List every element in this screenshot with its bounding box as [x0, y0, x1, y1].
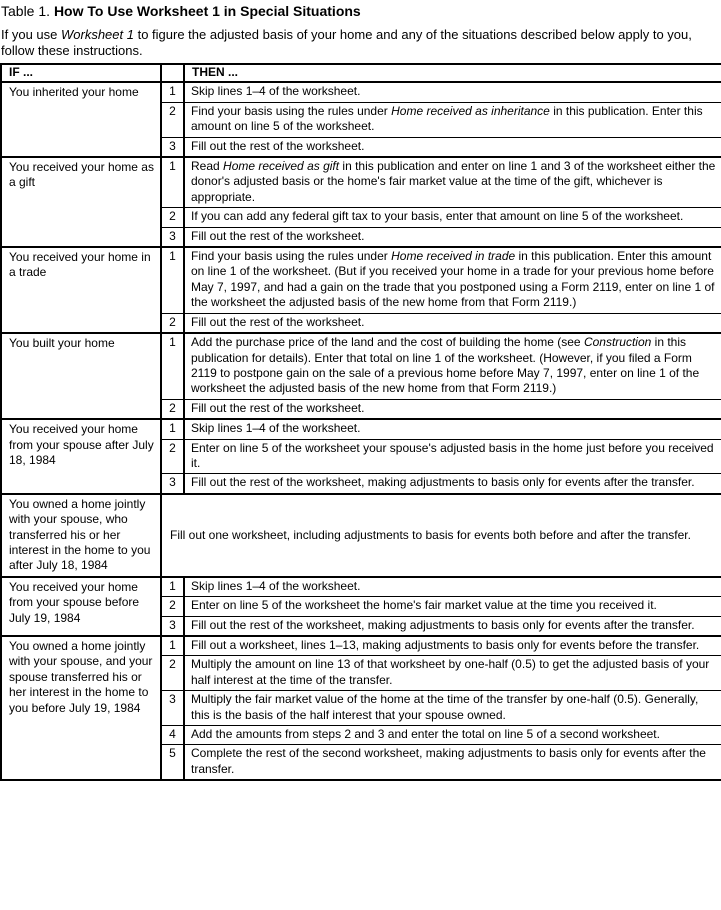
then-header-cell: THEN ... — [184, 64, 721, 82]
text-segment: Add the purchase price of the land and the cost of building the home (see — [191, 335, 584, 350]
then-cell — [184, 726, 721, 745]
table-header-row — [1, 64, 721, 82]
intro-text — [1, 27, 706, 58]
table-body — [1, 82, 721, 780]
text-segment: Fill out one worksheet, including adjustments to basis for events both before and after the transfer. — [170, 527, 691, 542]
step-number-cell: 4 — [161, 726, 184, 745]
step-number-cell: 2 — [161, 313, 184, 333]
table-row — [1, 494, 721, 577]
text-segment: in this publication and enter on line 1 and 3 of the worksheet either the donor's adjusted basis or the home's fair market value at the time of the gift, whichever is appropriate. — [191, 159, 716, 204]
step-number-cell: 1 — [161, 157, 184, 208]
italic-term: Construction — [583, 335, 652, 350]
table-row — [1, 157, 721, 208]
step-number-cell: 1 — [161, 636, 184, 656]
if-header-cell: IF ... — [1, 64, 161, 82]
then-cell — [161, 494, 721, 577]
if-cell: You built your home — [1, 333, 161, 419]
text-segment: If you can add any federal gift tax to your basis, enter that amount on line 5 of the worksheet. — [191, 209, 684, 224]
then-cell — [184, 616, 721, 636]
text-segment: Fill out the rest of the worksheet. — [191, 400, 365, 415]
step-number-cell: 3 — [161, 616, 184, 636]
if-cell: You inherited your home — [1, 82, 161, 157]
then-cell — [184, 399, 721, 419]
text-segment: Skip lines 1–4 of the worksheet. — [191, 421, 361, 436]
intro-pre: If you use — [1, 27, 61, 42]
if-cell: You received your home from your spouse after July 18, 1984 — [1, 419, 161, 494]
then-cell — [184, 247, 721, 313]
then-cell — [184, 333, 721, 399]
italic-term: Home received in trade — [391, 249, 516, 264]
then-cell — [184, 227, 721, 247]
step-number-cell: 1 — [161, 577, 184, 597]
step-number-cell: 1 — [161, 419, 184, 439]
text-segment: in this publication. Enter this amount on line 1 of the worksheet. (But if you received your home in a trade for your previous home before May 7, 1997, and had a gain on the trade that you postponed using a Form 2119, enter on line 1 of the worksheet the adjusted basis of the new home from that Form 2119.) — [191, 249, 715, 310]
text-segment: Multiply the fair market value of the home at the time of the transfer by one-half (0.5). Generally, this is the basis of the half interest that your spouse owned. — [191, 692, 699, 722]
step-number-cell: 5 — [161, 745, 184, 780]
step-number-cell: 1 — [161, 82, 184, 102]
step-number-cell: 1 — [161, 247, 184, 313]
page-title — [1, 3, 721, 20]
text-segment: Find your basis using the rules under — [191, 103, 392, 118]
step-number-cell: 2 — [161, 208, 184, 227]
text-segment: Find your basis using the rules under — [191, 249, 392, 264]
text-segment: Multiply the amount on line 13 of that worksheet by one-half (0.5) to get the adjusted basis of your half interest at the time of the transfer. — [191, 657, 710, 687]
then-cell — [184, 137, 721, 157]
step-number-cell: 3 — [161, 691, 184, 726]
text-segment: Fill out the rest of the worksheet. — [191, 138, 365, 153]
table-row — [1, 419, 721, 439]
text-segment: Enter on line 5 of the worksheet the home's fair market value at the time you received it. — [191, 598, 657, 613]
text-segment: Fill out the rest of the worksheet, making adjustments to basis only for events after the transfer. — [191, 475, 695, 490]
table-row — [1, 82, 721, 102]
step-number-cell: 1 — [161, 333, 184, 399]
table-row — [1, 247, 721, 313]
text-segment: Fill out a worksheet, lines 1–13, making adjustments to basis only for events before the transfer. — [191, 638, 700, 652]
step-number-cell: 2 — [161, 656, 184, 691]
table-number-label: Table 1. — [1, 3, 54, 19]
if-cell: You received your home in a trade — [1, 247, 161, 333]
then-cell — [184, 636, 721, 656]
table-row — [1, 577, 721, 597]
then-cell — [184, 439, 721, 474]
if-cell: You owned a home jointly with your spouse, and your spouse transferred his or her interest in the home to you before July 19, 1984 — [1, 636, 161, 780]
then-cell — [184, 102, 721, 137]
step-number-cell: 2 — [161, 597, 184, 616]
intro-italic: Worksheet 1 — [60, 27, 134, 42]
then-cell — [184, 208, 721, 227]
step-number-cell: 2 — [161, 399, 184, 419]
then-cell — [184, 82, 721, 102]
text-segment: Read — [191, 159, 224, 174]
step-header-cell — [161, 64, 184, 82]
text-segment: Skip lines 1–4 of the worksheet. — [191, 578, 361, 593]
italic-term: Home received as inheritance — [391, 103, 550, 118]
then-cell — [184, 745, 721, 780]
text-segment: in this publication. Enter this amount on line 5 of the worksheet. — [191, 103, 703, 134]
step-number-cell: 3 — [161, 137, 184, 157]
table-title-text: How To Use Worksheet 1 in Special Situations — [53, 3, 361, 19]
then-cell — [184, 691, 721, 726]
text-segment: Fill out the rest of the worksheet, making adjustments to basis only for events after the transfer. — [191, 617, 695, 632]
then-cell — [184, 577, 721, 597]
then-cell — [184, 157, 721, 208]
step-number-cell: 3 — [161, 227, 184, 247]
if-cell: You received your home from your spouse before July 19, 1984 — [1, 577, 161, 636]
italic-term: Home received as gift — [223, 159, 340, 174]
worksheet-instructions-table — [0, 63, 721, 781]
intro-post: to figure the adjusted basis of your home and any of the situations described below apply to you, follow these instructions. — [1, 27, 692, 58]
text-segment: Fill out the rest of the worksheet. — [191, 314, 365, 329]
step-number-cell: 3 — [161, 474, 184, 494]
text-segment: Skip lines 1–4 of the worksheet. — [191, 84, 361, 99]
then-cell — [184, 656, 721, 691]
text-segment: Complete the rest of the second worksheet, making adjustments to basis only for events after the transfer. — [191, 746, 706, 776]
step-number-cell: 2 — [161, 439, 184, 474]
table-row — [1, 333, 721, 399]
then-cell — [184, 419, 721, 439]
then-cell — [184, 313, 721, 333]
text-segment: Fill out the rest of the worksheet. — [191, 228, 365, 243]
then-cell — [184, 597, 721, 616]
text-segment: Enter on line 5 of the worksheet your spouse's adjusted basis in the home just before you received it. — [191, 440, 714, 470]
if-cell: You owned a home jointly with your spouse, who transferred his or her interest in the home to you after July 18, 1984 — [1, 494, 161, 577]
text-segment: Add the amounts from steps 2 and 3 and enter the total on line 5 of a second worksheet. — [191, 727, 660, 742]
step-number-cell: 2 — [161, 102, 184, 137]
if-cell: You received your home as a gift — [1, 157, 161, 247]
table-row — [1, 636, 721, 656]
then-cell — [184, 474, 721, 494]
text-segment: in this publication for details). Enter that total on line 1 of the worksheet. (However, if you filed a Form 2119 to postpone gain on the sale of a previous home before May 7, 1997, enter on line 1 of the worksheet the adjusted basis of the new home from that Form 2119.) — [191, 335, 700, 396]
